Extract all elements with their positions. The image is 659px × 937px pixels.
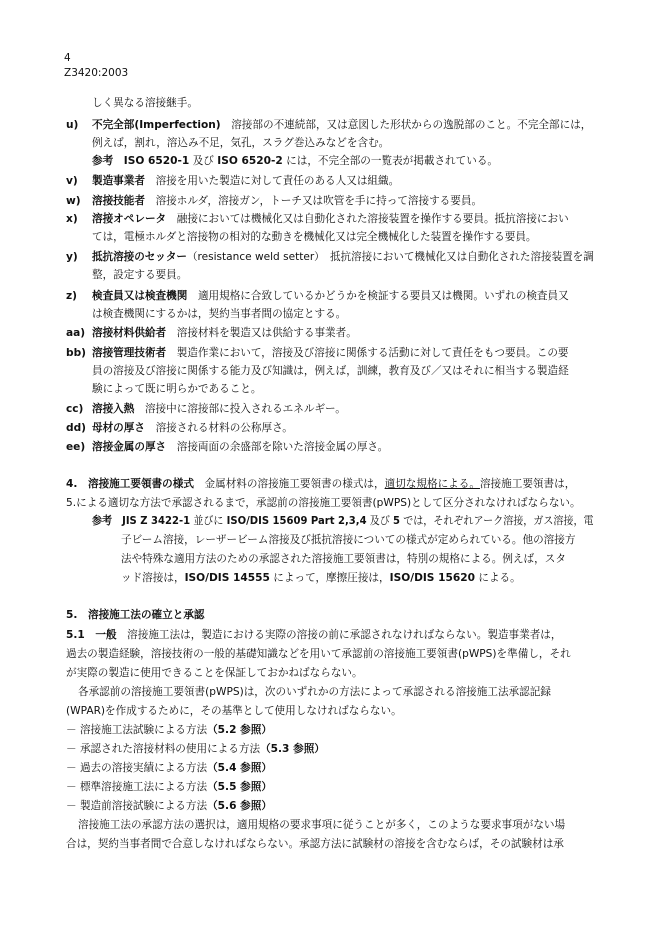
def-z-line1 — [92, 290, 569, 302]
section4-heading: 4. 溶接施工要領書の様式 — [66, 478, 194, 490]
def-aa-text1: 溶接材料を製造又は供給する事業者。 — [176, 327, 357, 339]
def-y-line1 — [92, 251, 594, 263]
list-item-text: 過去の溶接実績による方法 — [79, 762, 208, 774]
section4-note4c: による。 — [478, 572, 521, 584]
def-v-line1 — [92, 175, 399, 187]
section4-text1-underlined: 適切な規格による。 — [384, 478, 480, 490]
method-list-item — [66, 800, 272, 812]
def-aa-term: 溶接材料供給者 — [92, 327, 167, 339]
list-item-text: 溶接施工法試験による方法 — [79, 724, 208, 736]
def-u-note-and: 及び — [192, 155, 214, 167]
def-bb-text1: 製造作業において，溶接及び溶接に関係する活動に対して責任をもつ要員。この要 — [176, 347, 569, 359]
def-x-text1: 融接においては機械化又は自動化された溶接装置を操作する要員。抵抗溶接におい — [176, 213, 569, 225]
section51-line1 — [66, 629, 562, 641]
section51-title: 一般 — [95, 629, 117, 641]
def-ee-label: ee) — [66, 441, 86, 453]
def-bb-term: 溶接管理技術者 — [92, 347, 167, 359]
list-item-ref: （5.2 参照） — [207, 724, 272, 736]
def-aa-label: aa) — [66, 327, 86, 339]
def-z-label: z) — [66, 290, 78, 302]
def-u-note-iso1: ISO 6520-1 — [123, 155, 190, 167]
section51-p1-2: 過去の製造経験，溶接技術の一般的基礎知識などを用いて承認前の溶接施工要領書(pWPS)を準備し，それ — [66, 648, 571, 660]
list-dash: － — [66, 743, 77, 755]
def-v-term: 製造事業者 — [92, 175, 145, 187]
def-x-line1 — [92, 213, 569, 225]
def-u-term: 不完全部(Imperfection) — [92, 119, 221, 131]
page-number: 4 — [64, 52, 71, 64]
def-y-label: y) — [66, 251, 78, 263]
list-item-ref: （5.5 参照） — [207, 781, 272, 793]
section4-note4b: によって，摩擦圧接は， — [273, 572, 390, 584]
def-x-term: 溶接オペレータ — [92, 213, 167, 225]
def-ee-text1: 溶接両面の余盛部を除いた溶接金属の厚さ。 — [176, 441, 389, 453]
section4-note-label: 参考 — [92, 515, 113, 527]
def-bb-line2: 員の溶接及び溶接に関係する能力及び知識は，例えば，訓練，教育及び／又はそれに相当する製造経 — [92, 365, 569, 377]
list-dash: － — [66, 781, 77, 793]
list-dash: － — [66, 800, 77, 812]
section51-p1-3: が実際の製造に使用できることを保証しておかねばならない。 — [66, 667, 363, 679]
section51-p3-2: 合は，契約当事者間で合意しなければならない。承認方法に試験材の溶接を含むならば，その試験材は承 — [66, 838, 564, 850]
def-w-label: w) — [66, 195, 81, 207]
def-bb-line3: 験によって既に明らかであること。 — [92, 383, 262, 395]
def-ee-line1 — [92, 441, 388, 453]
section4-note-5: 5 — [393, 515, 401, 527]
section4-note-rest: では，それぞれアーク溶接，ガス溶接，電 — [403, 515, 594, 527]
def-u-note-label: 参考 — [92, 155, 114, 167]
section5-heading: 5. 溶接施工法の確立と承認 — [66, 609, 205, 621]
def-v-label: v) — [66, 175, 78, 187]
section4-note-line1 — [92, 515, 594, 527]
def-z-line2: は検査機関にするかは，契約当事者間の協定とする。 — [92, 308, 347, 320]
section51-label: 5.1 — [66, 629, 85, 641]
def-u-note-iso2: ISO 6520-2 — [217, 155, 283, 167]
def-bb-label: bb) — [66, 347, 87, 359]
section4-note-and: 及び — [369, 515, 390, 527]
section4-note-line2: 子ビーム溶接，レーザービーム溶接及び抵抗溶接についての様式が定められている。他の溶接方 — [121, 534, 576, 546]
def-w-line1 — [92, 195, 482, 207]
def-x-label: x) — [66, 213, 78, 225]
def-dd-text1: 溶接される材料の公称厚さ。 — [155, 422, 293, 434]
list-item-ref: （5.4 参照） — [207, 762, 272, 774]
def-bb-line1 — [92, 347, 569, 359]
list-item-text: 製造前溶接試験による方法 — [79, 800, 208, 812]
def-dd-term: 母材の厚さ — [92, 422, 145, 434]
section51-p2-1: 各承認前の溶接施工要領書(pWPS)は，次のいずれかの方法によって承認される溶接施工法承認記録 — [78, 686, 551, 698]
list-item-ref: （5.3 参照） — [260, 743, 325, 755]
section4-note-mid: 並びに — [193, 515, 224, 527]
def-v-text1: 溶接を用いた製造に対して責任のある人又は組織。 — [155, 175, 400, 187]
def-y-line2: 整，設定する要員。 — [92, 269, 188, 281]
section4-note-iso: ISO/DIS 15609 Part 2,3,4 — [226, 515, 367, 527]
def-z-text1: 適用規格に合致しているかどうかを検証する要員又は機関。いずれの検査員又 — [197, 290, 569, 302]
method-list-item — [66, 724, 272, 736]
def-dd-line1 — [92, 422, 293, 434]
section4-note-jis: JIS Z 3422-1 — [122, 515, 191, 527]
method-list-item — [66, 762, 272, 774]
def-u-note — [92, 155, 498, 167]
method-list-item — [66, 743, 325, 755]
def-u-line2: 例えば，割れ，溶込み不足，気孔，スラグ巻込みなどを含む。 — [92, 137, 390, 149]
def-u-line1 — [92, 119, 591, 131]
section51-p2-2: (WPAR)を作成するために，その基準として使用しなければならない。 — [66, 705, 402, 717]
section4-line2: 5.による適切な方法で承認されるまで，承認前の溶接施工要領書(pWPS)として区分されなければならない。 — [66, 497, 581, 509]
def-u-note-text: には，不完全部の一覧表が掲載されている。 — [286, 155, 499, 167]
section4-line1 — [66, 478, 575, 490]
def-cc-label: cc) — [66, 403, 84, 415]
section51-p1-1: 溶接施工法は，製造における実際の溶接の前に承認されなければならない。製造事業者は， — [127, 629, 562, 641]
list-dash: － — [66, 762, 77, 774]
def-u-text1: 溶接部の不連続部，又は意図した形状からの逸脱部のこと。不完全部には， — [231, 119, 592, 131]
def-w-text1: 溶接ホルダ，溶接ガン，トーチ又は吹管を手に持って溶接する要員。 — [155, 195, 483, 207]
section4-note-line3: 法や特殊な適用方法のための承認された溶接施工要領書は，特別の規格による。例えば，スタ — [121, 553, 566, 565]
def-x-line2: ては，電極ホルダと溶接物の相対的な動きを機械化又は完全機械化した装置を操作する要員。 — [92, 231, 537, 243]
def-t-continuation: しく異なる溶接継手。 — [92, 97, 198, 109]
section4-note4a: ッド溶接は， — [121, 572, 185, 584]
document-id: Z3420:2003 — [64, 67, 129, 79]
def-cc-line1 — [92, 403, 346, 415]
list-item-ref: （5.6 参照） — [207, 800, 272, 812]
section4-text1b: 溶接施工要領書は， — [479, 478, 576, 490]
def-w-term: 溶接技能者 — [92, 195, 145, 207]
def-y-term: 抵抗溶接のセッター — [92, 251, 187, 263]
list-item-text: 標準溶接施工法による方法 — [79, 781, 208, 793]
section4-note-line4 — [121, 572, 521, 584]
section4-note4-iso2: ISO/DIS 15620 — [389, 572, 475, 584]
list-dash: － — [66, 724, 77, 736]
section51-p3-1: 溶接施工法の承認方法の選択は，適用規格の要求事項に従うことが多く，このような要求事項がない場 — [78, 819, 566, 831]
def-u-label: u) — [66, 119, 79, 131]
def-z-term: 検査員又は検査機関 — [92, 290, 188, 302]
method-list-item — [66, 781, 272, 793]
def-ee-term: 溶接金属の厚さ — [92, 441, 167, 453]
def-y-text1: （resistance weld setter） 抵抗溶接において機械化又は自動化された溶接装置を調 — [186, 251, 594, 263]
def-aa-line1 — [92, 327, 357, 339]
section4-note4-iso1: ISO/DIS 14555 — [184, 572, 270, 584]
def-cc-text1: 溶接中に溶接部に投入されるエネルギー。 — [144, 403, 346, 415]
section4-text1a: 金属材料の溶接施工要領書の様式は， — [204, 478, 385, 490]
def-cc-term: 溶接入熱 — [92, 403, 135, 415]
list-item-text: 承認された溶接材料の使用による方法 — [79, 743, 261, 755]
def-dd-label: dd) — [66, 422, 87, 434]
